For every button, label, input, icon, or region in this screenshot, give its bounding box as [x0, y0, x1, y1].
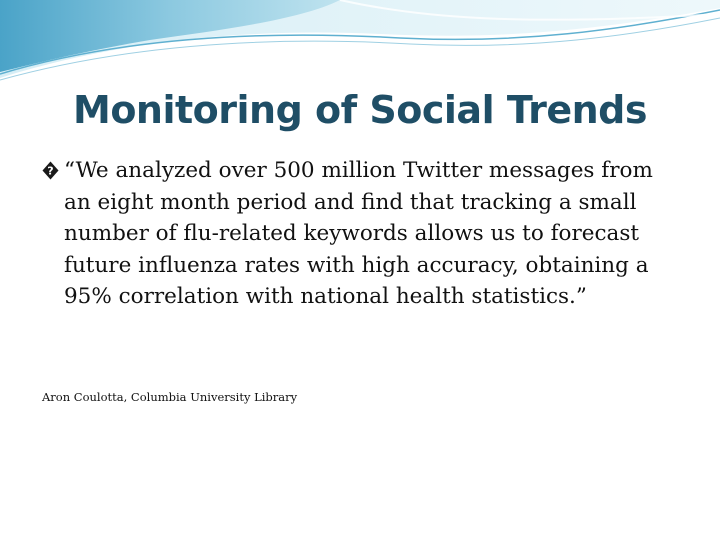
missing-glyph-icon: [42, 161, 59, 180]
decorative-wave-header: [0, 0, 720, 90]
slide-title: Monitoring of Social Trends: [73, 88, 647, 132]
quote-text: “We analyzed over 500 million Twitter messages from an eight month period and find that tracking a small number of flu-related keywords allows us to forecast future influenza rates with high accuracy, obtaining a 95% correlation with national health statistics.”: [64, 158, 653, 309]
list-item: [42, 155, 682, 313]
attribution-text: Aron Coulotta, Columbia University Library: [42, 390, 298, 404]
quote-block: [42, 155, 682, 313]
svg-text:?: ?: [47, 164, 54, 178]
